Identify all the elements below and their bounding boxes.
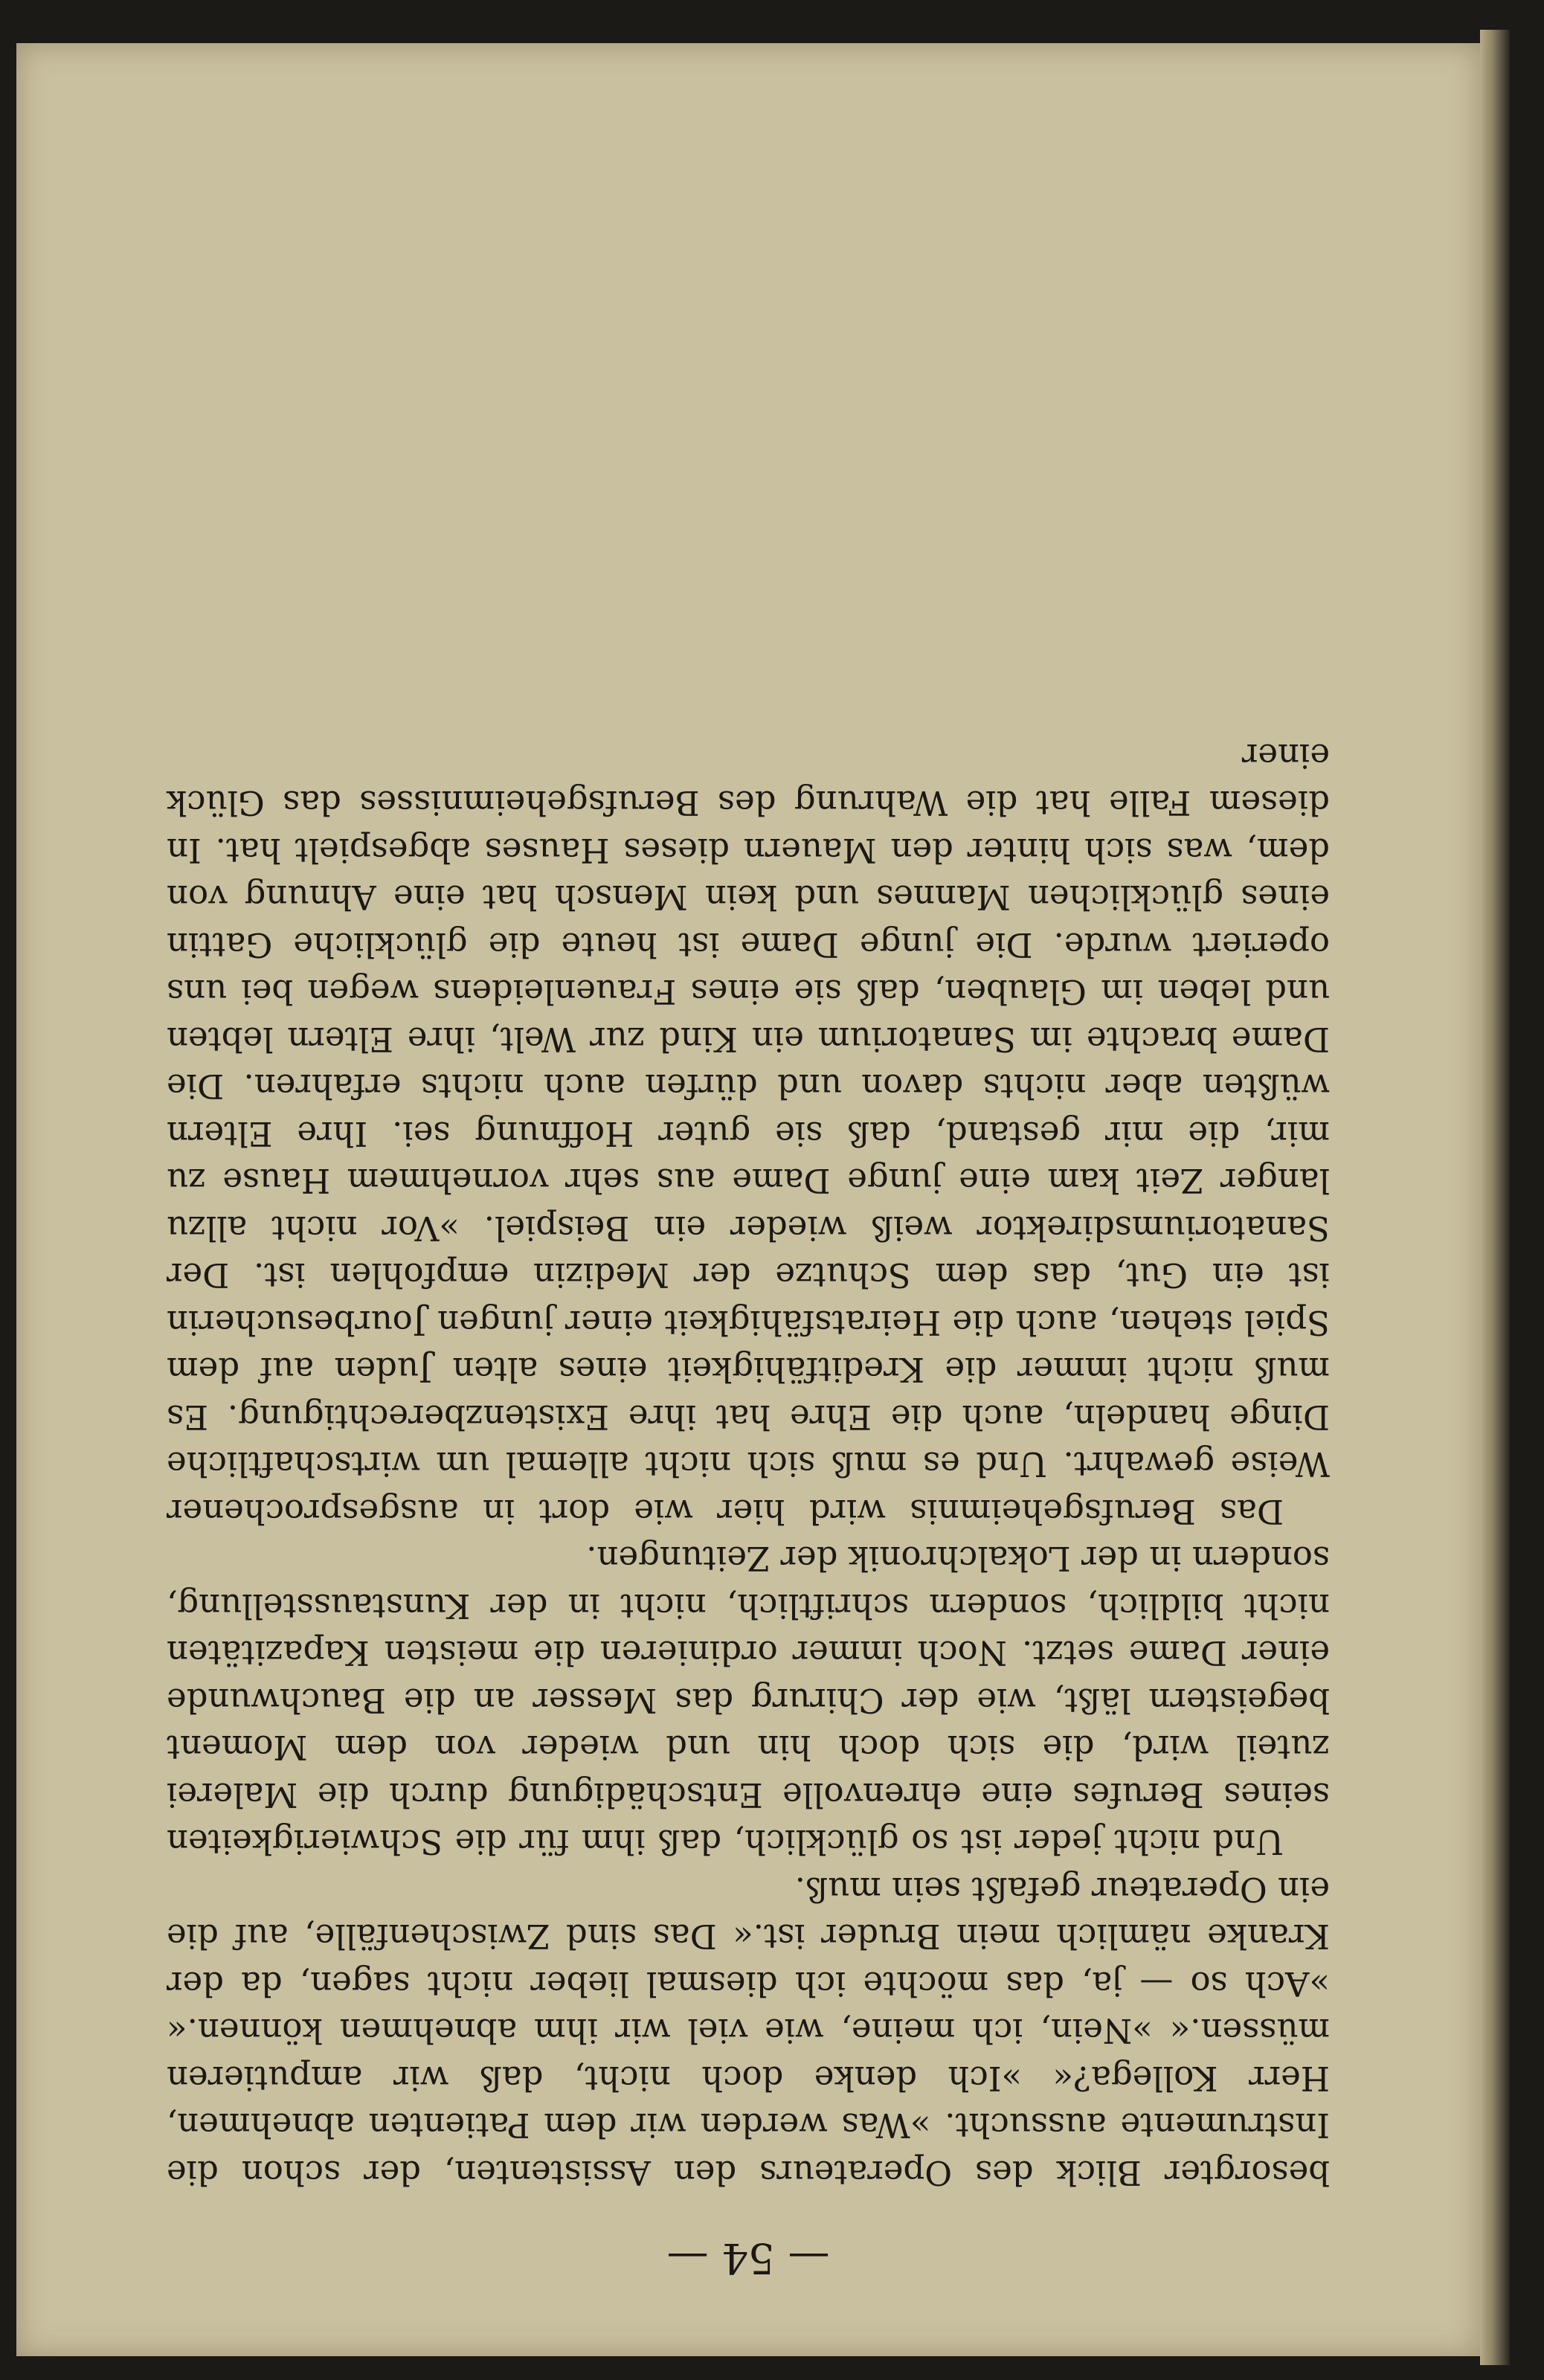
paragraph: Und nicht jeder ist so glücklich, daß ihm für die Schwierigkeiten seines Berufes eine ehrenvolle Entschädigung durch die Malerei zuteil wird, die sich doch hin und wieder von dem Moment begeistern läßt, wie der Chirurg das Messer an die Bauchwunde einer Dame setzt. Noch immer ordinieren die meisten Kapazitäten nicht bildlich, sondern schriftlich, nicht in der Kunstausstellung, sondern in der Lokalchronik der Zeitungen. [167,1539,1330,1862]
upside-down-text-block [16,43,1480,2356]
paragraph: besorgter Blick des Operateurs den Assistenten, der schon die Instrumente aussucht. »Was werden wir dem Patienten abnehmen, Herr Kollega?« »Ich denke doch nicht, daß wir amputieren müssen.« »Nein, ich meine, wie viel wir ihm abnehmen können.« »Ach so — ja, das möchte ich diesmal lieber nicht sagen, da der Kranke nämlich mein Bruder ist.« Das sind Zwischenfälle, auf die ein Operateur gefaßt sein muß. [167,1870,1330,2193]
paragraph: Das Berufsgeheimnis wird hier wie dort in ausgesprochener Weise gewahrt. Und es muß sich nicht allemal um wirtschaftliche Dinge handeln, auch die Ehre hat ihre Existenzberechtigung. Es muß nicht immer die Kreditfähigkeit eines alten Juden auf dem Spiel stehen, auch die Heiratsfähigkeit einer jungen Jourbesucherin ist ein Gut, das dem Schutze der Medizin empfohlen ist. Der Sanatoriumsdirektor weiß wieder ein Beispiel. »Vor nicht allzu langer Zeit kam eine junge Dame aus sehr vornehmem Hause zu mir, die mir gestand, daß sie guter Hoffnung sei. Ihre Eltern wüßten aber nichts davon und dürfen auch nichts erfahren. Die Dame brachte im Sanatorium ein Kind zur Welt, ihre Eltern lebten und leben im Glauben, daß sie eines Frauenleidens wegen bei uns operiert wurde. Die junge Dame ist heute die glückliche Gattin eines glücklichen Mannes und kein Mensch hat eine Ahnung von dem, was sich hinter den Mauern dieses Hauses abgespielt hat. In diesem Falle hat die Wahrung des Berufsgeheimnisses das Glück einer [167,736,1330,1531]
page-edge [1480,30,1510,2365]
body-text [167,733,1330,2197]
page-number: — 54 — [666,2233,830,2282]
